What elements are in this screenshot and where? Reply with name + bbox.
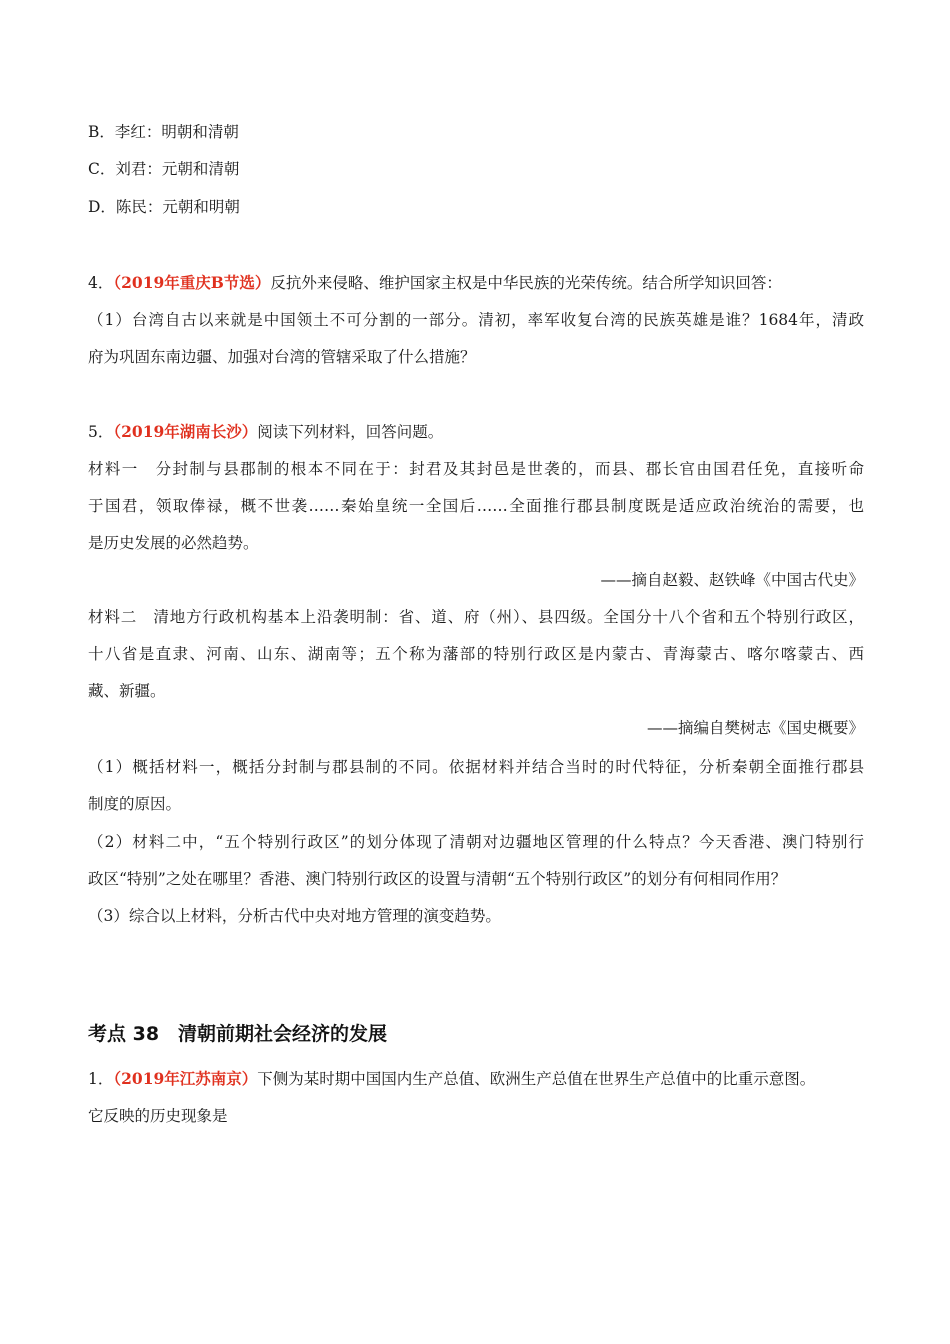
question-5-sub1-line1: （1）概括材料一，概括分封制与郡县制的不同。依据材料并结合当时的时代特征，分析秦朝全面推行郡县 (88, 758, 864, 776)
question-5-stem (88, 421, 443, 443)
question-1-stem-line2: 它反映的历史现象是 (88, 1107, 228, 1125)
question-1-stem (88, 1068, 815, 1090)
option-c: C．刘君：元朝和清朝 (88, 160, 240, 178)
question-5-sub1-line2: 制度的原因。 (88, 795, 182, 813)
question-5-sub2-line1: （2）材料二中，“五个特别行政区”的划分体现了清朝对边疆地区管理的什么特点？今天香港、澳门特别行 (88, 833, 864, 851)
option-d: D．陈民：元朝和明朝 (88, 198, 240, 216)
option-b: B．李红：明朝和清朝 (88, 123, 239, 141)
question-5-sub3: （3）综合以上材料，分析古代中央对地方管理的演变趋势。 (88, 907, 501, 925)
question-source: （2019年江苏南京） (113, 1069, 258, 1088)
question-text: 下侧为某时期中国国内生产总值、欧洲生产总值在世界生产总值中的比重示意图。 (257, 1070, 816, 1088)
question-5-sub2-line2: 政区“特别”之处在哪里？香港、澳门特别行政区的设置与清朝“五个特别行政区”的划分有何相同作用？ (88, 870, 787, 888)
question-4-sub1-line2: 府为巩固东南边疆、加强对台湾的管辖采取了什么措施？ (88, 348, 476, 366)
material-2-line2: 十八省是直隶、河南、山东、湖南等；五个称为藩部的特别行政区是内蒙古、青海蒙古、喀尔喀蒙古、西 (88, 645, 864, 663)
section-heading: 考点 38 清朝前期社会经济的发展 (88, 1023, 388, 1045)
material-2-line3: 藏、新疆。 (88, 682, 166, 700)
material-2-citation: ——摘编自樊树志《国史概要》 (646, 719, 864, 737)
question-number: 1． (88, 1070, 114, 1088)
question-source: （2019年重庆B节选） (113, 273, 271, 292)
question-4-stem (88, 272, 782, 294)
material-1-line1: 材料一 分封制与县郡制的根本不同在于：封君及其封邑是世袭的，而县、郡长官由国君任免，直接听命 (88, 460, 864, 478)
question-text: 阅读下列材料，回答问题。 (257, 423, 444, 441)
question-number: 5． (88, 423, 114, 441)
material-1-line3: 是历史发展的必然趋势。 (88, 534, 259, 552)
material-1-line2: 于国君，领取俸禄，概不世袭……秦始皇统一全国后……全面推行郡县制度既是适应政治统治的需要，也 (88, 497, 864, 515)
material-1-citation: ——摘自赵毅、赵铁峰《中国古代史》 (600, 571, 864, 589)
question-text: 反抗外来侵略、维护国家主权是中华民族的光荣传统。结合所学知识回答： (270, 274, 782, 292)
question-4-sub1-line1: （1）台湾自古以来就是中国领土不可分割的一部分。清初，率军收复台湾的民族英雄是谁？1684年，清政 (88, 311, 864, 329)
material-2-line1: 材料二 清地方行政机构基本上沿袭明制：省、道、府（州）、县四级。全国分十八个省和五个特别行政区， (88, 608, 864, 626)
question-number: 4． (88, 274, 114, 292)
question-source: （2019年湖南长沙） (113, 422, 258, 441)
